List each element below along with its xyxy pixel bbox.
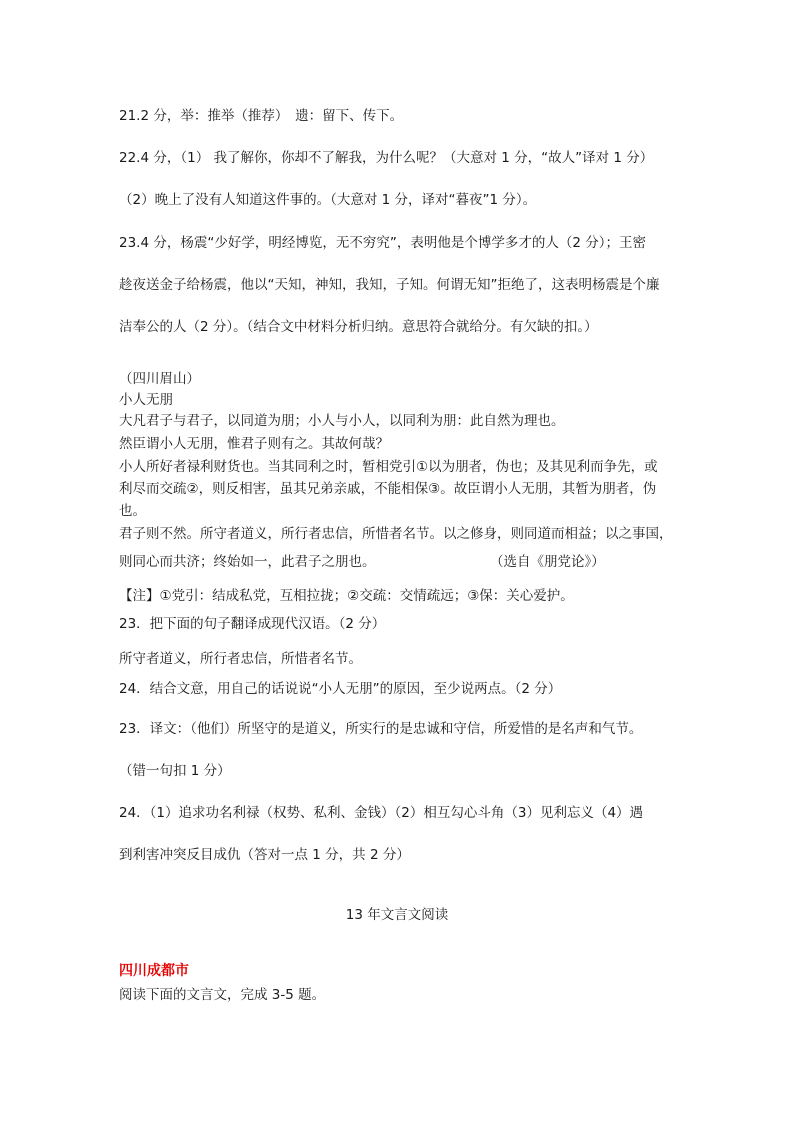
question-24: 24．结合文意，用自己的话说说“小人无朋”的原因，至少说两点。（2 分） xyxy=(119,681,562,697)
passage-paragraph-3-line3: 也。 xyxy=(119,503,146,519)
passage-title: 小人无朋 xyxy=(119,392,173,408)
passage-paragraph-4-line1: 君子则不然。所守者道义，所行者忠信，所惜者名节。以之修身，则同道而相益；以之事国， xyxy=(119,526,673,542)
answer-23-line3: 洁奉公的人（2 分）。（结合文中材料分析归纳。意思符合就给分。有欠缺的扣。） xyxy=(119,319,598,335)
instruction: 阅读下面的文言文，完成 3-5 题。 xyxy=(119,987,326,1003)
section-heading: 13 年文言文阅读 xyxy=(345,907,449,923)
answer-23-line2: 趁夜送金子给杨震，他以“天知，神知，我知，子知。何谓无知”拒绝了，这表明杨震是个廉 xyxy=(119,277,660,293)
answer-b-24-line1: 24．（1）追求功名利禄（权势、私利、金钱）（2）相互勾心斗角（3）见利忘义（4）遇 xyxy=(119,805,644,821)
passage-paragraph-3-line2: 利尽而交疏②，则反相害，虽其兄弟亲戚，不能相保③。故臣谓小人无朋，其暂为朋者，伪 xyxy=(119,481,657,497)
question-23-text: 所守者道义，所行者忠信，所惜者名节。 xyxy=(119,651,362,667)
answer-22-2: （2）晚上了没有人知道这件事的。（大意对 1 分，译对“暮夜”1 分）。 xyxy=(119,192,537,208)
question-23: 23．把下面的句子翻译成现代汉语。（2 分） xyxy=(119,616,386,632)
passage-paragraph-4-line2: 则同心而共济；终始如一，此君子之朋也。 xyxy=(119,554,376,570)
answer-b-23: 23．译文：（他们）所坚守的是道义，所实行的是忠诚和守信，所爱惜的是名声和气节。 xyxy=(119,721,643,737)
answer-22-1: 22.4 分，（1） 我了解你，你却不了解我，为什么呢？（大意对 1 分，“故人”译对 1 分） xyxy=(119,150,654,166)
answer-b-24-line2: 到利害冲突反目成仇（答对一点 1 分，共 2 分） xyxy=(119,847,410,863)
passage-paragraph-1: 大凡君子与君子，以同道为朋；小人与小人，以同利为朋：此自然为理也。 xyxy=(119,413,565,429)
passage-note: 【注】①党引：结成私党，互相拉拢；②交疏：交情疏远；③保：关心爱护。 xyxy=(119,588,574,604)
region-title: 四川成都市 xyxy=(119,963,189,979)
answer-b-23-note: （错一句扣 1 分） xyxy=(119,763,231,779)
passage-citation: （选自《朋党论》） xyxy=(490,554,605,570)
passage-paragraph-2: 然臣谓小人无朋，惟君子则有之。其故何哉？ xyxy=(119,436,389,452)
passage-source: （四川眉山） xyxy=(119,371,200,387)
answer-21: 21.2 分，举：推举（推荐） 遗：留下、传下。 xyxy=(119,108,404,124)
answer-23-line1: 23.4 分，杨震“少好学，明经博览，无不穷究”，表明他是个博学多才的人（2 分）；王密 xyxy=(119,235,646,251)
passage-paragraph-3-line1: 小人所好者禄利财货也。当其同利之时，暂相党引①以为朋者，伪也；及其见利而争先，或 xyxy=(119,459,658,475)
